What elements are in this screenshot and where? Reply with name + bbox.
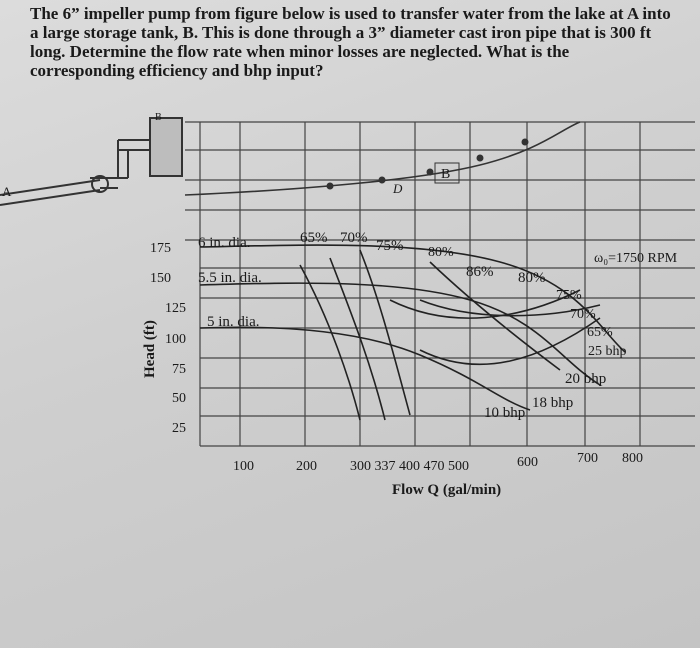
y-tick-75: 75 xyxy=(172,362,186,377)
impeller-55in-label: 5.5 in. dia. xyxy=(198,270,262,286)
impeller-5in-label: 5 in. dia. xyxy=(207,314,260,330)
problem-line-2: a large storage tank, B. This is done through a 3” diameter cast iron pipe that is 300 ft xyxy=(30,23,652,42)
y-tick-25: 25 xyxy=(172,421,186,436)
problem-line-3: long. Determine the flow rate when minor losses are neglected. What is the xyxy=(30,42,570,61)
x-axis-label: Flow Q (gal/min) xyxy=(392,482,502,498)
x-tick-700: 700 xyxy=(577,451,598,466)
y-axis-label: Head (ft) xyxy=(142,320,158,378)
x-tick-800: 800 xyxy=(622,451,643,466)
x-tick-600: 600 xyxy=(517,455,538,470)
y-tick-175: 175 xyxy=(150,241,171,256)
eff-80-right: 80% xyxy=(518,270,546,286)
y-tick-125: 125 xyxy=(165,301,186,316)
tank-b-sketch xyxy=(150,118,182,176)
y-tick-150: 150 xyxy=(150,271,171,286)
problem-line-4: corresponding efficiency and bhp input? xyxy=(30,61,324,80)
system-sketch xyxy=(0,118,580,205)
y-tick-100: 100 xyxy=(165,332,186,347)
speed-label: ω₀=1750 RPM xyxy=(594,251,678,266)
eff-70-left: 70% xyxy=(340,230,368,246)
eff-80-left: 80% xyxy=(428,245,454,260)
x-tick-100: 100 xyxy=(233,459,254,474)
curve-5in xyxy=(200,327,530,410)
x-tick-200: 200 xyxy=(296,459,317,474)
bhp-20: 20 bhp xyxy=(565,371,607,387)
eff-75-left: 75% xyxy=(376,238,404,254)
label-tank: B xyxy=(155,112,162,123)
x-tick-300-500: 300 337 400 470 500 xyxy=(350,459,469,474)
bhp-25: 25 bhp xyxy=(588,344,627,359)
eff-70-right: 70% xyxy=(570,307,596,322)
eff-75-right: 75% xyxy=(556,288,582,303)
head-curves xyxy=(200,245,625,420)
label-b: B xyxy=(441,167,451,182)
y-tick-50: 50 xyxy=(172,391,186,406)
bhp-10: 10 bhp xyxy=(484,405,526,421)
bhp-18: 18 bhp xyxy=(532,395,574,411)
eff-86: 86% xyxy=(466,264,494,280)
eff-65-left: 65% xyxy=(300,230,328,246)
eff-65-right: 65% xyxy=(587,325,613,340)
label-a: A xyxy=(2,184,12,199)
problem-line-1: The 6” impeller pump from figure below is used to transfer water from the lake at A into xyxy=(30,4,671,23)
impeller-6in-label: 6 in. dia. xyxy=(198,235,251,251)
label-d: D xyxy=(393,181,403,196)
